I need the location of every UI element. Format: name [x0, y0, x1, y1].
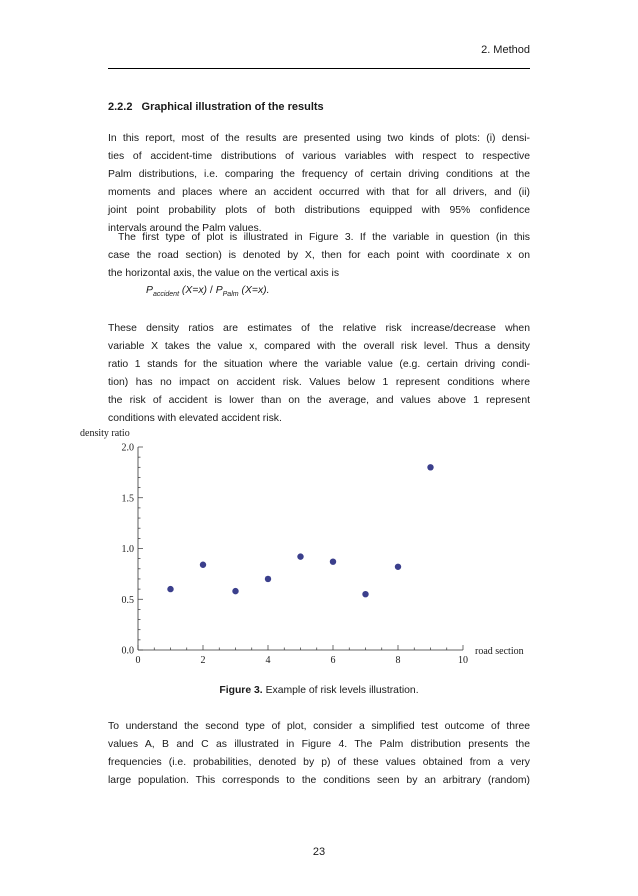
formula-arg: (X=x)	[181, 285, 208, 296]
text-line: values A, B and C as illustrated in Figure 4. The Palm distribution presents the	[108, 739, 530, 750]
data-point	[167, 586, 173, 592]
x-tick-label: 4	[265, 655, 271, 666]
text-line: joint point probability plots of both distributions equipped with 95% confidence	[108, 205, 530, 216]
y-axis-label: density ratio	[80, 428, 130, 439]
text-line: frequencies (i.e. probabilities, denoted by p) of these values obtained from a very	[108, 757, 530, 768]
caption-label: Figure 3.	[219, 685, 263, 696]
chart-ticks	[122, 443, 469, 667]
paragraph-first-plot	[108, 229, 530, 283]
data-point	[330, 558, 336, 564]
formula-symbol: P	[146, 285, 153, 296]
figure-caption	[108, 685, 530, 696]
x-tick-label: 2	[200, 655, 206, 666]
y-tick-label: 1.0	[121, 544, 134, 555]
x-tick-label: 6	[330, 655, 336, 666]
text-line: large population. This corresponds to the conditions seen by an arbitrary (random)	[108, 775, 530, 786]
formula-symbol: P	[215, 285, 223, 296]
formula-subscript: accident	[152, 291, 180, 299]
text-line: ties of accident-time distributions of various variables with respect to respective	[108, 151, 530, 162]
y-tick-label: 0.5	[121, 594, 134, 606]
text-line: case the road section) is denoted by X, then for each point with coordinate x on	[108, 250, 530, 261]
formula-arg: (X=x).	[241, 285, 270, 296]
header-rule	[108, 68, 530, 69]
text-line: These density ratios are estimates of the relative risk increase/decrease when	[108, 323, 530, 334]
x-axis-label: road section	[475, 646, 524, 657]
text-line: In this report, most of the results are presented using two kinds of plots: (i) densi-	[108, 133, 530, 144]
data-point	[297, 553, 303, 559]
text-line: tion) has no impact on accident risk. Values below 1 represent conditions where	[108, 377, 530, 388]
paragraph-plot-types	[108, 130, 530, 238]
data-point	[265, 576, 271, 582]
y-tick-label: 1.5	[121, 493, 134, 505]
y-tick-label: 2.0	[121, 442, 134, 454]
x-tick-label: 8	[395, 655, 401, 666]
data-point	[395, 564, 401, 570]
x-tick-label: 10	[458, 655, 468, 666]
x-tick-label: 0	[135, 655, 141, 666]
density-ratio-scatter-chart	[70, 418, 550, 673]
caption-text: Example of risk levels illustration.	[262, 685, 419, 696]
text-line: Palm distributions, i.e. comparing the frequency of certain driving conditions at the	[108, 169, 530, 180]
chart-axes	[138, 447, 463, 650]
page-number: 23	[312, 846, 326, 858]
density-ratio-formula	[146, 285, 270, 298]
data-point	[232, 588, 238, 594]
text-line: conditions with elevated accident risk.	[108, 413, 282, 424]
text-line: variable X takes the value x, compared with the overall risk level. Thus a density	[108, 341, 530, 352]
text-line: moments and places where an accident occurred with that for all drivers, and (ii)	[108, 187, 530, 198]
section-heading	[108, 101, 324, 113]
chart-points	[167, 464, 433, 597]
paragraph-second-plot	[108, 718, 530, 790]
paragraph-density-ratios	[108, 320, 530, 428]
data-point	[427, 464, 433, 470]
formula-subscript: Palm	[222, 291, 239, 299]
text-line: The first type of plot is illustrated in Figure 3. If the variable in question (in this	[118, 232, 530, 243]
text-line: To understand the second type of plot, consider a simplified test outcome of three	[108, 721, 530, 732]
data-point	[362, 591, 368, 597]
text-line: intervals around the Palm values.	[108, 223, 262, 234]
text-line: ratio 1 stands for the situation where the variable value (e.g. certain driving condi-	[108, 359, 530, 370]
text-line: the horizontal axis, the value on the vertical axis is	[108, 268, 340, 279]
formula-divider: /	[209, 285, 213, 296]
text-line: the risk of accident is lower than on the average, and values above 1 represent	[108, 395, 530, 406]
running-head: 2. Method	[481, 44, 530, 56]
y-tick-label: 0.0	[121, 645, 134, 657]
section-title: Graphical illustration of the results	[141, 101, 324, 113]
data-point	[200, 562, 206, 568]
section-number: 2.2.2	[108, 101, 133, 113]
